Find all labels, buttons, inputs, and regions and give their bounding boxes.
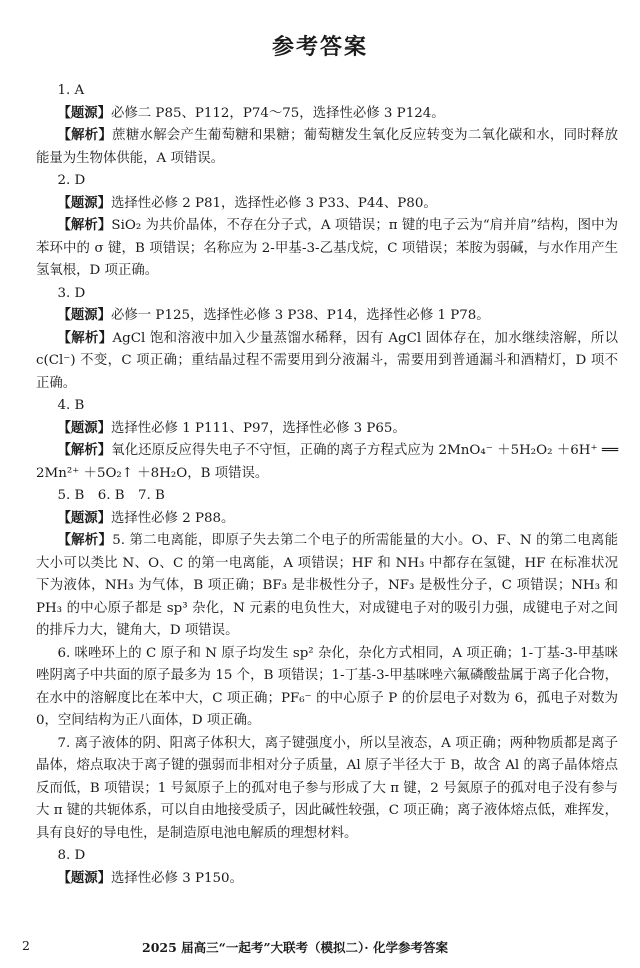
section-text: 3. D — [57, 285, 86, 301]
section-text: 7. 离子液体的阴、阳离子体积大，离子键强度小，所以呈液态，A 项正确；两种物质都是离子晶体，熔点取决于离子键的强弱而非相对分子质量，Al 原子半径大于 B，故含 Al 的离子晶体熔点反而低，B 项错误；1 号氮原子上的孤对电子参与形成了大 π 键，2 号氮原子的孤对电子没有参与大 π 键的共轭体系，可以自由地接受质子，因此碱性较强，C 项正确；离子液体熔点低，难挥发，具有良好的导电性，是制造原电池电解质的理想材料。 — [36, 735, 618, 841]
section-tag: 【题源】 — [57, 195, 111, 211]
answer-paragraph — [36, 328, 618, 396]
section-tag: 【解析】 — [57, 533, 113, 548]
section-tag: 【解析】 — [57, 443, 112, 458]
section-tag: 【题源】 — [57, 510, 111, 526]
section-text: 选择性必修 3 P150。 — [111, 870, 243, 886]
answer-paragraph — [36, 440, 618, 485]
section-text: 氧化还原反应得失电子不守恒，正确的离子方程式应为 2MnO₄⁻ ＋5H₂O₂ ＋6H⁺ ══ 2Mn²⁺ ＋5O₂↑ ＋8H₂O，B 项错误。 — [36, 443, 618, 481]
answer-paragraph — [36, 193, 618, 216]
answer-paragraph — [36, 530, 618, 643]
section-text: 4. B — [57, 398, 85, 413]
answer-item — [36, 845, 618, 868]
section-text: 1. A — [57, 83, 85, 98]
footer-title: 2025 届高三“一起考”大联考（模拟二）· 化学参考答案 — [142, 940, 448, 955]
answer-paragraph — [36, 215, 618, 283]
section-tag: 【解析】 — [57, 218, 112, 233]
page-title: 参考答案 — [271, 35, 368, 60]
answer-item — [36, 170, 618, 193]
answer-paragraph — [36, 103, 618, 126]
answer-paragraph — [36, 125, 618, 170]
section-tag: 【题源】 — [57, 420, 111, 436]
section-tag: 【题源】 — [57, 870, 111, 886]
section-text: 2. D — [57, 173, 86, 188]
answer-paragraph — [36, 418, 618, 441]
page-number: 2 — [22, 938, 30, 953]
answer-paragraph — [36, 305, 618, 328]
answer-item — [36, 643, 618, 733]
section-text: 蔗糖水解会产生葡萄糖和果糖；葡萄糖发生氧化反应转变为二氧化碳和水，同时释放能量为生物体供能，A 项错误。 — [36, 128, 618, 166]
section-text: 8. D — [57, 848, 86, 863]
section-text: 必修二 P85、P112，P74～75，选择性必修 3 P124。 — [111, 105, 445, 121]
section-text: AgCl 饱和溶液中加入少量蒸馏水稀释，因有 AgCl 固体存在，加水继续溶解，所以 c(Cl⁻) 不变，C 项正确；重结晶过程不需要用到分液漏斗，需要用到普通漏斗和酒精灯，D 项不正确。 — [36, 330, 618, 391]
section-text: 5. 第二电离能，即原子失去第二个电子的所需能量的大小。O、F、N 的第二电离能大小可以类比 N、O、C 的第一电离能，A 项错误；HF 和 NH₃ 中都存在氢键，HF 在标准状况下为液体，NH₃ 为气体，B 项正确；BF₃ 是非极性分子，NF₃ 是极性分子，C 项错误；NH₃ 和 PH₃ 的中心原子都是 sp³ 杂化，N 元素的电负性大，对成键电子对的吸引力强，成键电子对之间的排斥力大，键角大，D 项错误。 — [36, 533, 618, 638]
section-text: 5. B 6. B 7. B — [57, 488, 165, 503]
section-text: 选择性必修 2 P88。 — [111, 510, 235, 526]
section-text: 选择性必修 1 P111、P97，选择性必修 3 P65。 — [111, 420, 406, 436]
section-tag: 【解析】 — [57, 128, 113, 143]
section-text: SiO₂ 为共价晶体，不存在分子式，A 项错误；π 键的电子云为“肩并肩”结构，图中为苯环中的 σ 键，B 项错误；名称应为 2-甲基-3-乙基戊烷，C 项错误；苯胺为弱碱，与水作用产生氢氧根，D 项正确。 — [36, 218, 619, 278]
answer-item — [36, 80, 618, 103]
answer-item — [36, 485, 618, 508]
section-tag: 【题源】 — [57, 105, 111, 121]
answer-item — [36, 283, 618, 306]
section-text: 选择性必修 2 P81，选择性必修 3 P33、P44、P80。 — [111, 195, 437, 211]
section-tag: 【题源】 — [57, 308, 111, 323]
answer-paragraph — [36, 508, 618, 531]
answer-content — [36, 80, 618, 890]
answer-paragraph — [36, 868, 618, 891]
section-tag: 【解析】 — [57, 330, 113, 346]
section-text: 6. 咪唑环上的 C 原子和 N 原子均发生 sp² 杂化，杂化方式相同，A 项正确；1-丁基-3-甲基咪唑阴离子中共面的原子最多为 15 个，B 项错误；1-丁基-3-甲基咪唑六氟磷酸盐属于离子化合物，在水中的溶解度比在苯中大，C 项正确；PF₆⁻ 的中心原子 P 的价层电子对数为 6，孤电子对数为 0，空间结构为正八面体，D 项正确。 — [36, 645, 618, 728]
section-text: 必修一 P125，选择性必修 3 P38、P14，选择性必修 1 P78。 — [111, 308, 490, 323]
answer-item — [36, 733, 618, 846]
answer-item — [36, 395, 618, 418]
